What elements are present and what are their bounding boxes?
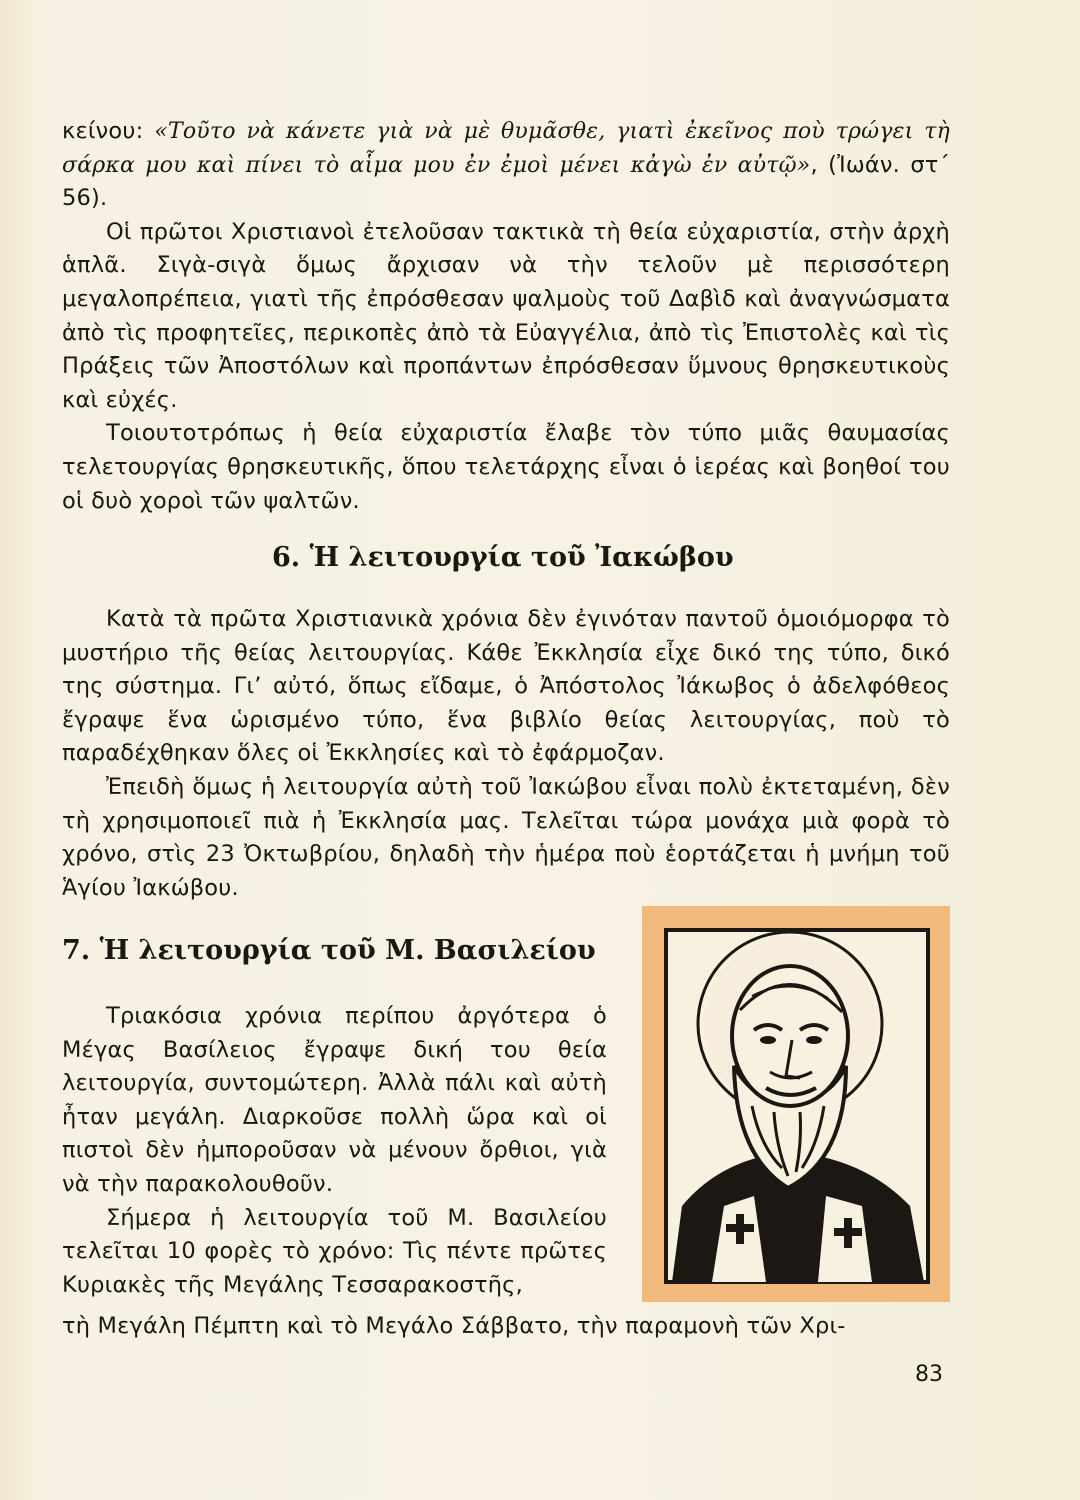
text-block-section-6: [62, 603, 950, 905]
section-heading-6: 6. Ἡ λειτουργία τοῦ Ἰακώβου: [272, 542, 734, 573]
paragraph-liturgy-basil-2: Σήμερα ἡ λειτουργία τοῦ Μ. Βασιλείου τελεῖται 10 φορὲς τὸ χρόνο: Τὶς πέντε πρῶτες Κυριακὲς τῆς Μεγάλης Τεσσαρακοστῆς,: [62, 1204, 607, 1298]
paragraph-liturgy-basil-1: Τριακόσια χρόνια περίπου ἀργότερα ὁ Μέγας Βασίλειος ἔγραψε δική του θεία λειτουργία, συντομώτερη. Ἀλλὰ πάλι καὶ αὐτὴ ἦταν μεγάλη. Διαρκοῦσε πολλὴ ὥρα καὶ οἱ πιστοὶ δὲν ἠμποροῦσαν νὰ μένουν ὄρθιοι, γιὰ νὰ τὴν παρακολουθοῦν.: [62, 1003, 607, 1197]
paragraph-continuation: τὴ Μεγάλη Πέμπτη καὶ τὸ Μεγάλο Σάββατο, τὴν παραμονὴ τῶν Χρι-: [62, 1313, 846, 1339]
saint-basil-illustration: [642, 906, 950, 1302]
text-block-continuation: [62, 1310, 950, 1344]
saint-icon: [642, 906, 950, 1302]
paragraph-quote: [62, 115, 950, 216]
paragraph-ceremony: Τοιουτοτρόπως ἡ θεία εὐχαριστία ἔλαβε τὸν τύπο μιᾶς θαυμασίας τελετουργίας θρησκευτικῆς, ὅπου τελετάρχης εἶναι ὁ ἱερέας καὶ βοηθοί του οἱ δυὸ χοροὶ τῶν ψαλτῶν.: [62, 420, 950, 514]
section-heading-7: 7. Ἡ λειτουργία τοῦ Μ. Βασιλείου: [62, 935, 596, 966]
text-block-section-7: [62, 1000, 607, 1302]
paragraph-early-christians: Οἱ πρῶτοι Χριστιανοὶ ἐτελοῦσαν τακτικὰ τὴ θεία εὐχαριστία, στὴν ἀρχὴ ἁπλᾶ. Σιγὰ-σιγὰ ὅμως ἄρχισαν νὰ τὴν τελοῦν μὲ περισσότερη μεγαλοπρέπεια, γιατὶ τῆς ἐπρόσθεσαν ψαλμοὺς τοῦ Δαβὶδ καὶ ἀναγνώσματα ἀπὸ τὶς προφητεῖες, περικοπὲς ἀπὸ τὰ Εὐαγγέλια, ἀπὸ τὶς Ἐπιστολὲς καὶ τὶς Πράξεις τῶν Ἀποστόλων καὶ προπάντων ἐπρόσθεσαν ὕμνους θρησκευτικοὺς καὶ εὐχές.: [62, 218, 950, 413]
paragraph-liturgy-james-2: Ἐπειδὴ ὅμως ἡ λειτουργία αὐτὴ τοῦ Ἰακώβου εἶναι πολὺ ἐκτεταμένη, δὲν τὴ χρησιμοποιεῖ πιὰ ἡ Ἐκκλησία μας. Τελεῖται τώρα μονάχα μιὰ φορὰ τὸ χρόνο, στὶς 23 Ὀκτωβρίου, δηλαδὴ τὴν ἡμέρα ποὺ ἑορτάζεται ἡ μνήμη τοῦ Ἁγίου Ἰακώβου.: [62, 773, 950, 901]
paragraph-liturgy-james-1: Κατὰ τὰ πρῶτα Χριστιανικὰ χρόνια δὲν ἐγινόταν παντοῦ ὁμοιόμορφα τὸ μυστήριο τῆς θείας λειτουργίας. Κάθε Ἐκκλησία εἶχε δικό της τύπο, δικό της σύστημα. Γι’ αὐτό, ὅπως εἴδαμε, ὁ Ἀπόστολος Ἰάκωβος ὁ ἀδελφόθεος ἔγραψε ἕνα ὡρισμένο τύπο, ἕνα βιβλίο θείας λειτουργίας, ποὺ τὸ παραδέχθηκαν ὅλες οἱ Ἐκκλησίες καὶ τὸ ἐφάρμοζαν.: [62, 606, 950, 767]
scripture-reference: , (Ἰωάν. στ´ 56).: [62, 151, 950, 212]
page-number: 83: [915, 1362, 943, 1387]
quote-lead: κείνου:: [62, 118, 155, 144]
scripture-quote: «Τοῦτο νὰ κάνετε γιὰ νὰ μὲ θυμᾶσθε, γιατὶ ἐκεῖνος ποὺ τρώγει τὴ σάρκα μου καὶ πίνει τὸ αἷμα μου ἐν ἐμοὶ μένει κἀγὼ ἐν αὐτῷ»: [62, 119, 950, 178]
text-block-top: [62, 115, 950, 518]
